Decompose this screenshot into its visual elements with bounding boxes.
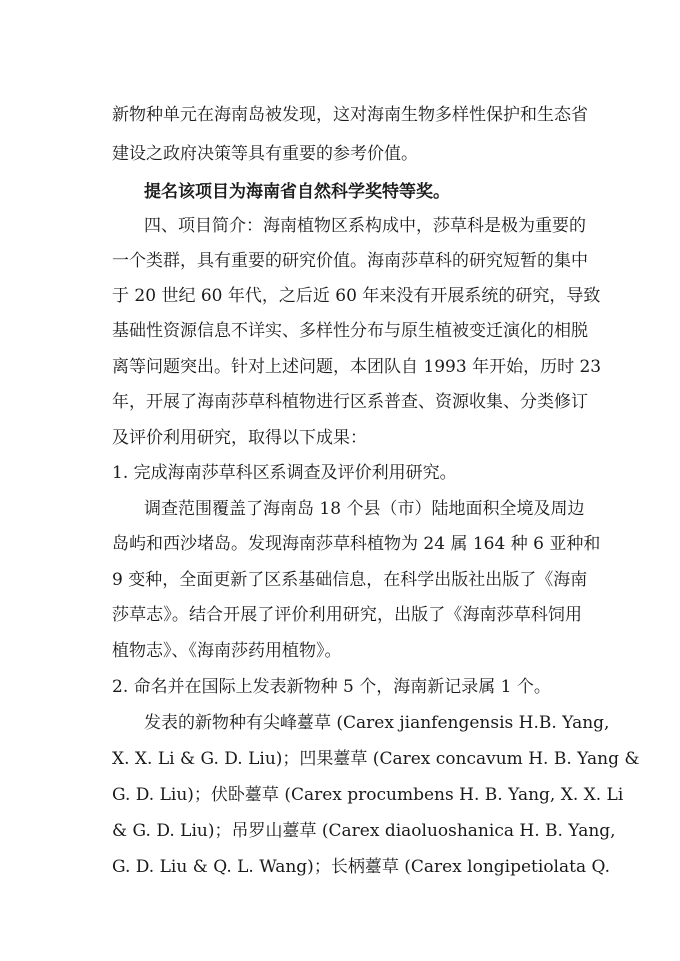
- text-line: G. D. Liu)；伏卧薹草 (Carex procumbens H. B. Yang, X. X. Li: [112, 785, 624, 805]
- text-line: X. X. Li & G. D. Liu)；凹果薹草 (Carex concavum H. B. Yang &: [112, 749, 640, 769]
- text-line: 岛屿和西沙堵岛。发现海南莎草科植物为 24 属 164 种 6 亚种和: [112, 534, 601, 554]
- list-item-1: 1. 完成海南莎草科区系调查及评价利用研究。: [112, 463, 457, 483]
- text-line: 调查范围覆盖了海南岛 18 个县（市）陆地面积全境及周边: [144, 499, 585, 519]
- text-line: 及评价利用研究，取得以下成果：: [112, 428, 367, 448]
- text-line: 植物志》、《海南莎药用植物》。: [112, 641, 342, 661]
- text-line: 基础性资源信息不详实、多样性分布与原生植被变迁演化的相脱: [112, 321, 588, 341]
- text-line: 发表的新物种有尖峰薹草 (Carex jianfengensis H.B. Yang,: [144, 713, 610, 733]
- text-line: 一个类群，具有重要的研究价值。海南莎草科的研究短暂的集中: [112, 251, 588, 271]
- text-line: & G. D. Liu)；吊罗山薹草 (Carex diaoluoshanica H. B. Yang,: [112, 821, 616, 841]
- text-line: 莎草志》。结合开展了评价利用研究，出版了《海南莎草科饲用: [112, 605, 582, 625]
- list-item-2: 2. 命名并在国际上发表新物种 5 个，海南新记录属 1 个。: [112, 677, 551, 697]
- section-heading-line: 四、项目简介：海南植物区系构成中，莎草科是极为重要的: [144, 216, 586, 236]
- text-line: G. D. Liu & Q. L. Wang)；长柄薹草 (Carex longipetiolata Q.: [112, 857, 610, 877]
- text-line: 离等问题突出。针对上述问题，本团队自 1993 年开始，历时 23: [112, 357, 602, 377]
- text-line: 9 变种，全面更新了区系基础信息，在科学出版社出版了《海南: [112, 570, 588, 590]
- recommendation-line: 提名该项目为海南省自然科学奖特等奖。: [144, 182, 450, 202]
- text-line: 于 20 世纪 60 年代，之后近 60 年来没有开展系统的研究，导致: [112, 286, 601, 306]
- text-line: 新物种单元在海南岛被发现，这对海南生物多样性保护和生态省: [112, 105, 588, 125]
- text-line: 年，开展了海南莎草科植物进行区系普查、资源收集、分类修订: [112, 392, 588, 412]
- text-line: 建设之政府决策等具有重要的参考价值。: [112, 144, 418, 164]
